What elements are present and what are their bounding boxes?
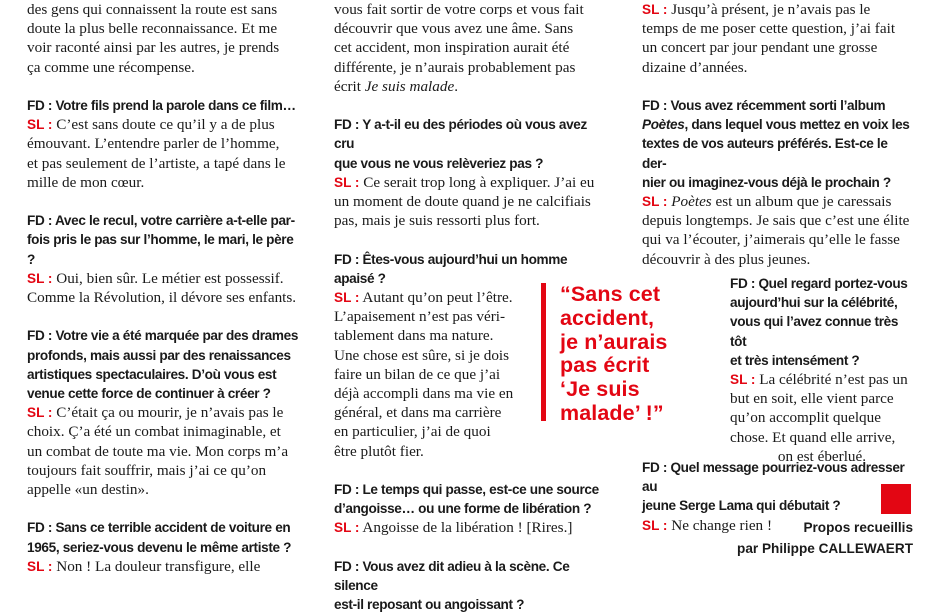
text-line: doute la plus belle reconnaissance. Et me [27,20,278,38]
speaker-tag: SL : [334,520,360,536]
column-1 [27,0,299,576]
question: FD : Votre fils prend la parole dans ce film… [27,98,296,113]
answer: SL : Non ! La douleur transfigure, elle [27,557,261,575]
speaker-tag: SL : [642,517,668,533]
answer: SL : Oui, bien sûr. Le métier est possessif. Comme la Révolution, il dévore ses enfants. [27,269,297,307]
answer: SL : C’est sans doute ce qu’il y a de plus émouvant. L’entendre parler de l’homme, et pas seulement de l’artiste, a tapé dans le mille de mon cœur. [27,116,286,191]
speaker-tag: SL : [334,290,360,306]
speaker-tag: SL : [27,117,53,133]
answer: SL : Ce serait trop long à expliquer. J’ai eu un moment de doute quand je ne calcifiais pas, mais je suis ressorti plus fort. [334,173,595,230]
question: FD : Votre vie a été marquée par des drames profonds, mais aussi par des renaissances artistiques spectaculaires. D’où vous est venue cette force de continuer à créer ? [27,328,299,402]
question: FD : Sans ce terrible accident de voiture en 1965, seriez-vous devenu le même artiste ? [27,520,292,555]
pull-quote-line: “Sans cet [560,282,661,306]
speaker-tag: SL : [27,558,53,574]
album-title: Poètes [671,193,712,211]
text-line: des gens qui connaissent la route est sans [27,1,278,18]
text-line: ça comme une récompense. [27,58,195,76]
answer: SL : Autant qu’on peut l’être. L’apaisement n’est pas véri- tablement dans ma nature. Une chose est sûre, si je dois faire un bilan de ce que j’ai déjà accompli dans ma vie en général, et dans ma carrière en particulier, j’ai de quoi être plutôt fier. [334,289,514,460]
speaker-tag: SL : [334,174,360,190]
pull-quote-line: accident, [560,305,655,330]
question: FD : Vous avez dit adieu à la scène. Ce silence est-il reposant ou angoissant ? [334,558,570,613]
question: FD : Quel regard portez-vous aujourd’hui sur la célébrité, vous qui l’avez connue très tôt et très intensément ? [730,276,908,368]
question: FD : Y a-t-il eu des périodes où vous avez cru que vous ne vous relèveriez pas ? [334,117,587,171]
paragraph [27,0,299,77]
column-3 [642,0,914,269]
credit-line: par Philippe CALLEWAERT [737,541,913,556]
question: FD : Quel message pourriez-vous adresser au jeune Serge Lama qui débutait ? [642,460,905,514]
answer: SL : Angoisse de la libération ! [Rires.] [334,519,573,537]
album-title: Poètes [642,117,685,133]
text-line: voir raconté ainsi par les autres, je prends [27,39,280,57]
answer: SL : La célébrité n’est pas un but en soit, elle vient parce qu’on accomplit quelque chose. Et quand elle arrive, on est éberlué. [730,371,908,465]
pull-quote [541,282,700,425]
speaker-tag: SL : [27,270,53,286]
column-3-lower [730,274,914,466]
pull-quote-line: pas écrit [560,353,650,378]
question: FD : Vous avez récemment sorti l’album Poètes, dans lequel vous mettez en voix les textes de vos auteurs préférés. Est-ce le der- nier ou imaginez-vous déjà le prochain ? [642,98,910,190]
question: FD : Le temps qui passe, est-ce une source d’angoisse… ou une forme de libération ? [334,482,599,517]
answer: SL : C’était ça ou mourir, je n’avais pas le choix. Ç’a été un combat inimaginable, et un combat de toute ma vie. Mon corps m’a toujours fait souffrir, mais j’ai ce qu’on appelle «un destin». [27,404,289,499]
question: FD : Êtes-vous aujourd’hui un homme apaisé ? [334,251,568,286]
pull-quote-line: je n’aurais [560,329,668,354]
answer: SL : Ne change rien ! [642,516,773,534]
pull-quote-line: malade’ !” [560,400,664,425]
speaker-tag: SL : [730,372,756,388]
speaker-tag: SL : [27,405,53,421]
speaker-tag: SL : [642,194,668,210]
answer: SL : Jusqu’à présent, je n’avais pas le temps de me poser cette question, j’ai fait un concert par jour pendant une grosse dizaine d’années. [642,1,896,76]
speaker-tag: SL : [642,2,668,17]
credit-line: Propos recueillis [803,520,913,535]
answer: SL : Poètes est un album que je caressais depuis longtemps. Je sais que c’est une élite qui va l’écouter, j’aimerais qu’elle le fasse découvrir à des plus jeunes. [642,193,910,268]
end-mark [881,484,911,514]
song-title: Je suis malade [364,77,455,95]
pull-quote-line: ‘Je suis [560,377,640,402]
credit [737,517,913,559]
question: FD : Avec le recul, votre carrière a-t-elle par- fois pris le pas sur l’homme, le mari, le père ? [27,213,295,267]
paragraph: vous fait sortir de votre corps et vous fait découvrir que vous avez une âme. Sans cet accident, mon inspiration aurait été différente, je n’aurais probablement pas écrit Je suis malade. [334,1,584,95]
